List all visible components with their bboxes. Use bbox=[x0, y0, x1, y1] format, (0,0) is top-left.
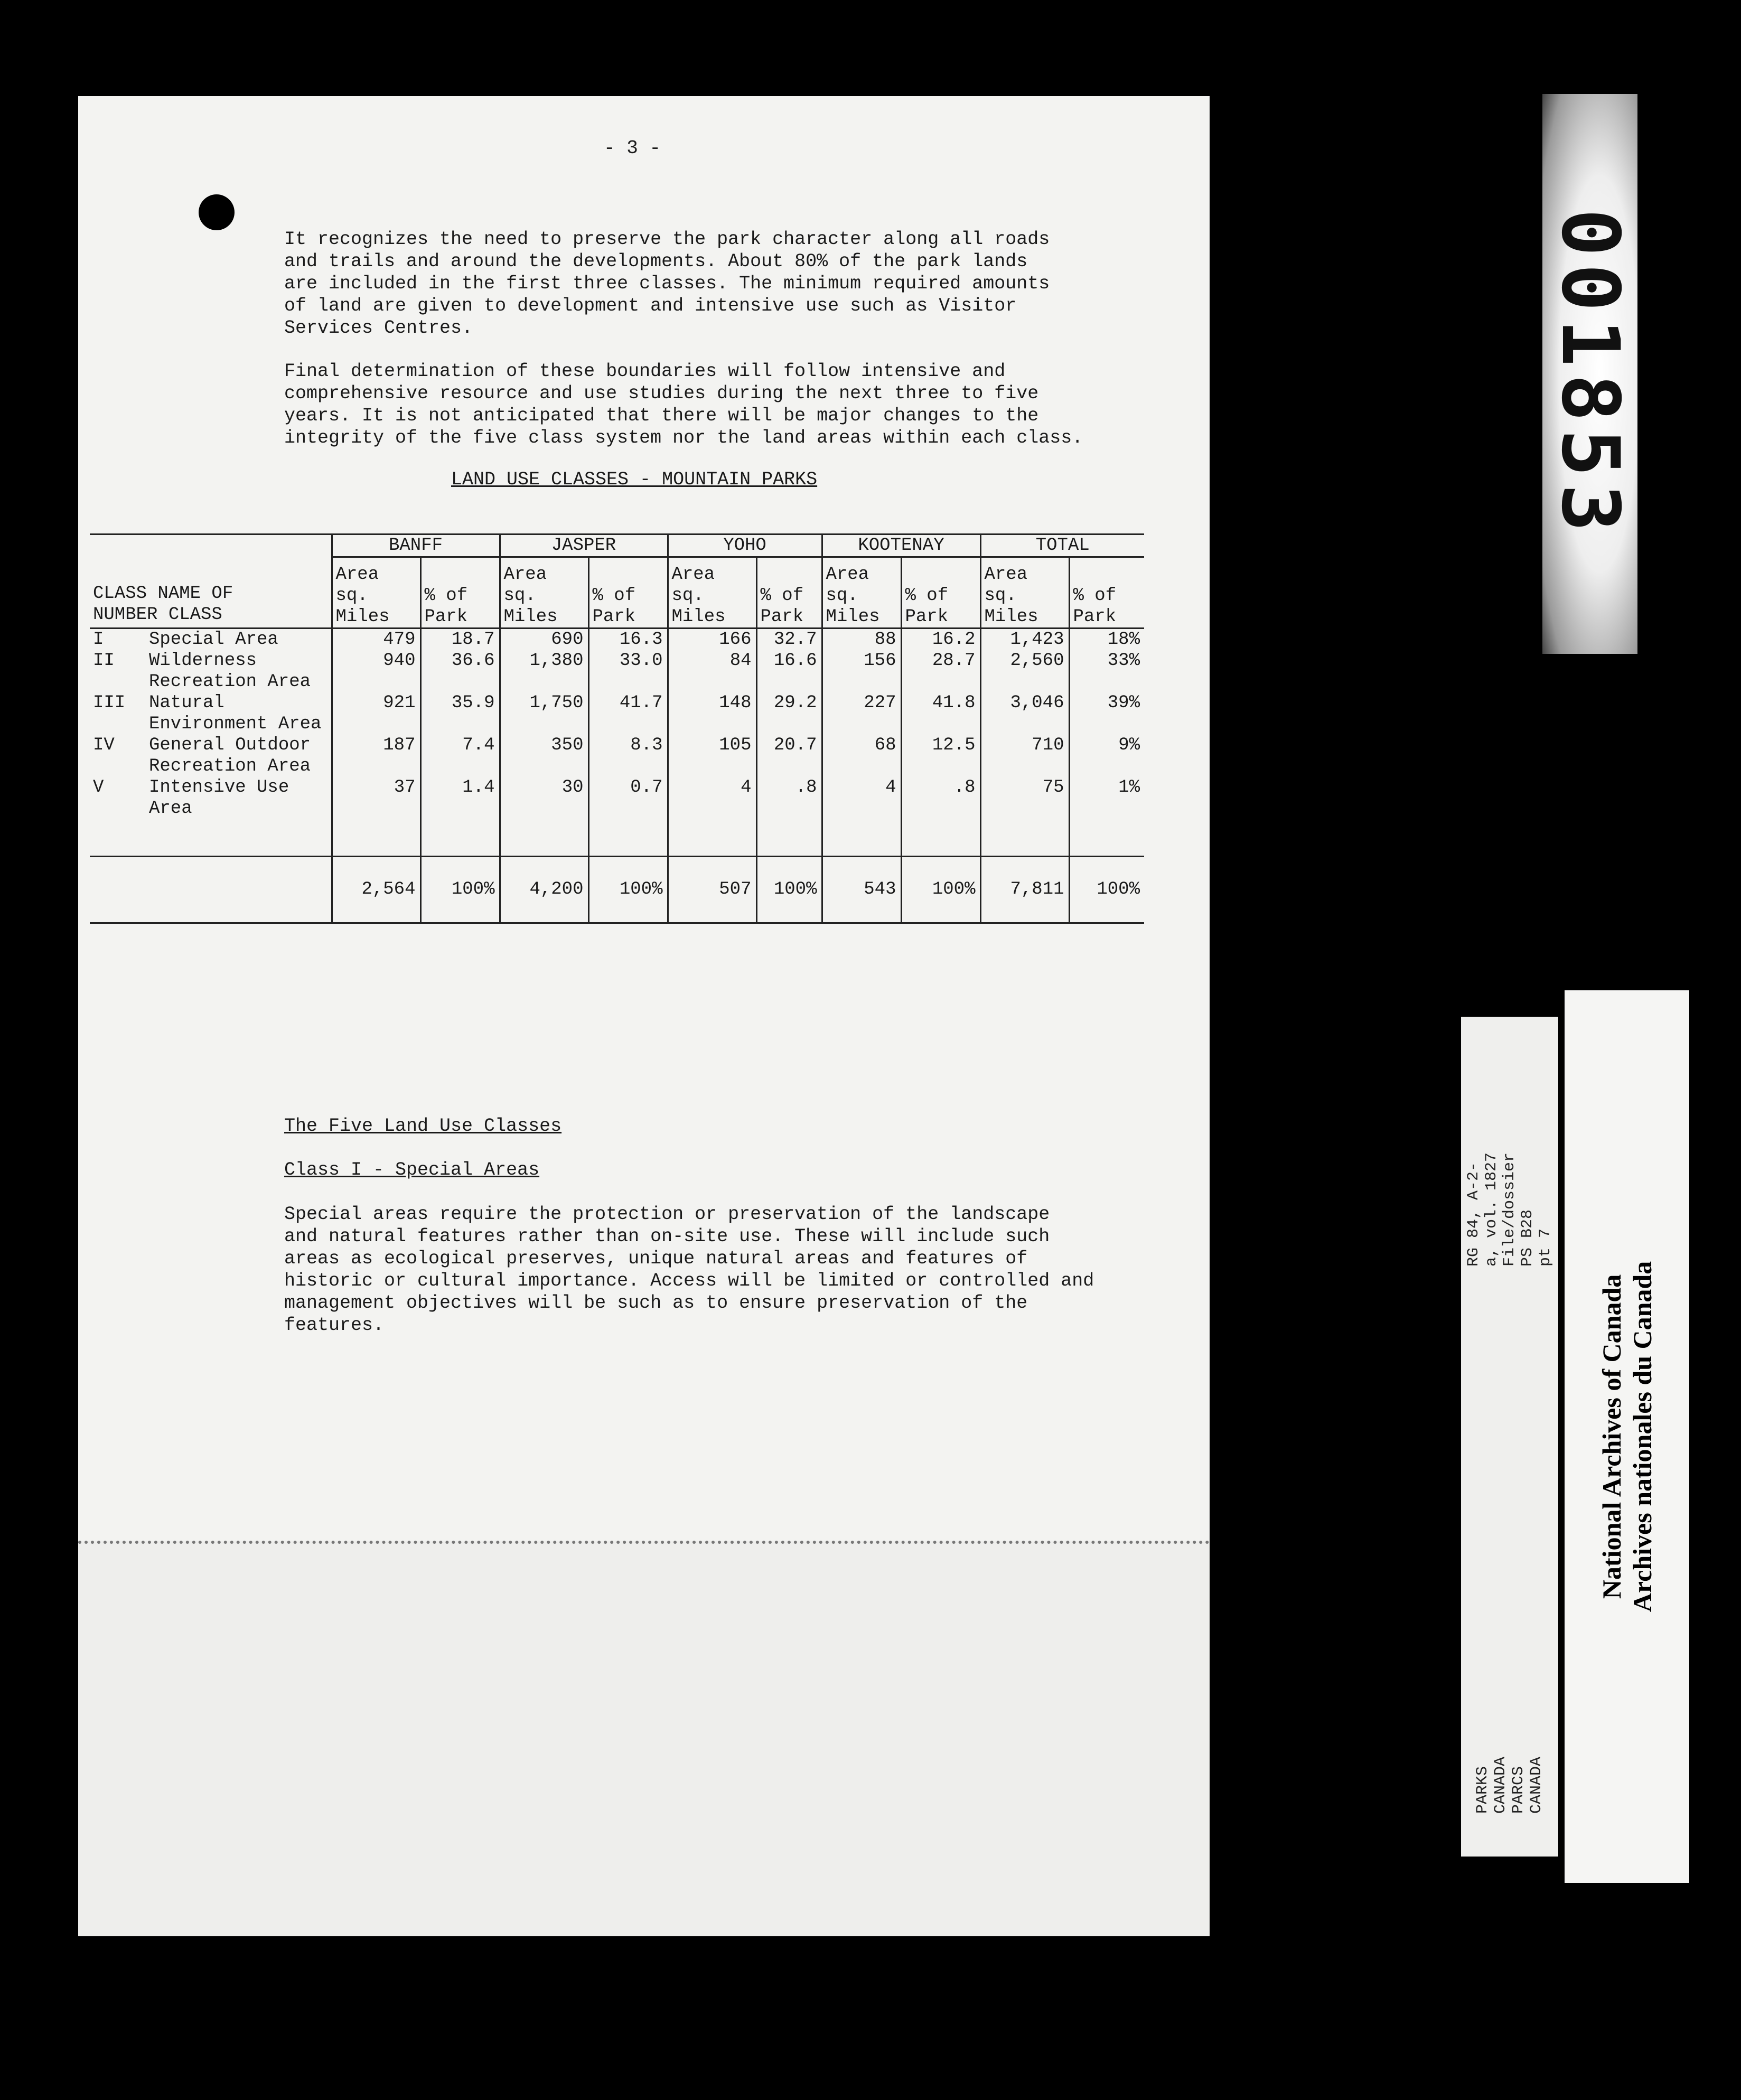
class-number: II bbox=[93, 651, 115, 671]
kootenay-area: 227 bbox=[822, 692, 901, 735]
total-area: 75 bbox=[980, 777, 1069, 856]
total-pct-total: 100% bbox=[1069, 856, 1144, 923]
yoho-area: 166 bbox=[668, 629, 756, 651]
banff-pct: 18.7 bbox=[420, 629, 500, 651]
banff-pct: 35.9 bbox=[420, 692, 500, 735]
park-header-jasper: JASPER bbox=[500, 535, 668, 557]
park-header-yoho: YOHO bbox=[668, 535, 822, 557]
land-use-table bbox=[90, 533, 1144, 924]
jasper-pct-total: 100% bbox=[588, 856, 668, 923]
area-header: Area sq. Miles bbox=[980, 557, 1069, 629]
total-area: 3,046 bbox=[980, 692, 1069, 735]
yoho-area: 148 bbox=[668, 692, 756, 735]
class-cell bbox=[90, 735, 332, 777]
kootenay-pct: 41.8 bbox=[901, 692, 980, 735]
jasper-pct: 8.3 bbox=[588, 735, 668, 777]
total-area: 1,423 bbox=[980, 629, 1069, 651]
class-column-header: CLASS NAME OF NUMBER CLASS bbox=[93, 584, 233, 625]
area-header: Area sq. Miles bbox=[332, 557, 420, 629]
banff-area: 921 bbox=[332, 692, 420, 735]
totals-row bbox=[90, 856, 1144, 923]
yoho-pct: 16.6 bbox=[756, 650, 822, 692]
jasper-pct: 41.7 bbox=[588, 692, 668, 735]
column-header-row bbox=[90, 557, 1144, 629]
class-name: General Outdoor Recreation Area bbox=[149, 735, 311, 776]
total-area: 710 bbox=[980, 735, 1069, 777]
class-number: IV bbox=[93, 735, 115, 755]
source-agency: PARKS CANADA PARCS CANADA bbox=[1474, 1756, 1546, 1814]
document-page bbox=[78, 96, 1210, 1933]
kootenay-area-total: 543 bbox=[822, 856, 901, 923]
class-name: Natural Environment Area bbox=[149, 693, 322, 734]
total-pct: 39% bbox=[1069, 692, 1144, 735]
class-number: V bbox=[93, 777, 104, 798]
kootenay-area: 68 bbox=[822, 735, 901, 777]
table-row bbox=[90, 629, 1144, 651]
table-row bbox=[90, 735, 1144, 777]
yoho-pct: 29.2 bbox=[756, 692, 822, 735]
banff-pct: 36.6 bbox=[420, 650, 500, 692]
kootenay-area: 156 bbox=[822, 650, 901, 692]
class-name: Wilderness Recreation Area bbox=[149, 651, 311, 692]
table-title: LAND USE CLASSES - MOUNTAIN PARKS bbox=[451, 469, 818, 490]
kootenay-pct: 28.7 bbox=[901, 650, 980, 692]
archive-name-fr: Archives nationales du Canada bbox=[1627, 1261, 1657, 1612]
archive-reference-label bbox=[1461, 1017, 1558, 1857]
punch-hole bbox=[199, 194, 235, 230]
totals-label-cell bbox=[90, 856, 332, 923]
park-header-row bbox=[90, 535, 1144, 557]
jasper-area: 30 bbox=[500, 777, 588, 856]
banff-area-total: 2,564 bbox=[332, 856, 420, 923]
page-lower-area bbox=[78, 1541, 1210, 1936]
area-header: Area sq. Miles bbox=[822, 557, 901, 629]
jasper-pct: 16.3 bbox=[588, 629, 668, 651]
class-cell bbox=[90, 650, 332, 692]
yoho-area: 4 bbox=[668, 777, 756, 856]
area-header: Area sq. Miles bbox=[668, 557, 756, 629]
total-pct: 9% bbox=[1069, 735, 1144, 777]
yoho-area-total: 507 bbox=[668, 856, 756, 923]
total-pct: 33% bbox=[1069, 650, 1144, 692]
archive-name-block bbox=[1596, 1261, 1658, 1612]
table-row bbox=[90, 777, 1144, 856]
yoho-pct: .8 bbox=[756, 777, 822, 856]
kootenay-pct: 16.2 bbox=[901, 629, 980, 651]
jasper-area: 1,750 bbox=[500, 692, 588, 735]
park-header-banff: BANFF bbox=[332, 535, 500, 557]
kootenay-pct-total: 100% bbox=[901, 856, 980, 923]
yoho-pct: 32.7 bbox=[756, 629, 822, 651]
banff-area: 37 bbox=[332, 777, 420, 856]
total-area-total: 7,811 bbox=[980, 856, 1069, 923]
class-cell bbox=[90, 629, 332, 651]
area-header: Area sq. Miles bbox=[500, 557, 588, 629]
pct-header: % of Park bbox=[901, 557, 980, 629]
kootenay-pct: 12.5 bbox=[901, 735, 980, 777]
pct-header: % of Park bbox=[1069, 557, 1144, 629]
subsection-heading: Class I - Special Areas bbox=[284, 1159, 540, 1180]
pct-header: % of Park bbox=[420, 557, 500, 629]
total-pct: 18% bbox=[1069, 629, 1144, 651]
paragraph-intro: It recognizes the need to preserve the park character along all roads and trails and around the developments. About 80% of the park lands are included in the first three classes. The minimum required amounts of land are given to development and intensive use such as Visitor Services Centres. bbox=[284, 229, 1050, 339]
jasper-pct: 33.0 bbox=[588, 650, 668, 692]
class-cell bbox=[90, 692, 332, 735]
class-cell bbox=[90, 777, 332, 856]
archive-reference: RG 84, A-2-a, vol. 1827 File/dossier PS B28 pt 7 bbox=[1465, 1152, 1555, 1267]
banff-area: 187 bbox=[332, 735, 420, 777]
yoho-area: 84 bbox=[668, 650, 756, 692]
jasper-area: 1,380 bbox=[500, 650, 588, 692]
jasper-pct: 0.7 bbox=[588, 777, 668, 856]
paragraph-final-determination: Final determination of these boundaries will follow intensive and comprehensive resource and use studies during the next three to five years. It is not anticipated that there will be major changes to the integrity of the five class system nor the land areas within each class. bbox=[284, 361, 1083, 448]
class-number: I bbox=[93, 630, 104, 650]
table-row bbox=[90, 692, 1144, 735]
archive-name-en: National Archives of Canada bbox=[1597, 1274, 1626, 1599]
pct-header: % of Park bbox=[756, 557, 822, 629]
class-name: Intensive Use Area bbox=[149, 777, 289, 819]
kootenay-area: 88 bbox=[822, 629, 901, 651]
banff-area: 479 bbox=[332, 629, 420, 651]
banff-area: 940 bbox=[332, 650, 420, 692]
park-header-total: TOTAL bbox=[980, 535, 1144, 557]
yoho-pct: 20.7 bbox=[756, 735, 822, 777]
total-area: 2,560 bbox=[980, 650, 1069, 692]
pct-header: % of Park bbox=[588, 557, 668, 629]
archives-stamp bbox=[1565, 990, 1689, 1883]
banff-pct-total: 100% bbox=[420, 856, 500, 923]
class-name: Special Area bbox=[149, 630, 278, 650]
class-number: III bbox=[93, 693, 126, 713]
paragraph-special-areas: Special areas require the protection or preservation of the landscape and natural features rather than on-site use. These will include such areas as ecological preserves, unique natural areas and features of historic or cultural importance. Access will be limited or controlled and management objectives will be such as to ensure preservation of the features. bbox=[284, 1204, 1094, 1336]
kootenay-area: 4 bbox=[822, 777, 901, 856]
banff-pct: 7.4 bbox=[420, 735, 500, 777]
yoho-pct-total: 100% bbox=[756, 856, 822, 923]
jasper-area: 690 bbox=[500, 629, 588, 651]
total-pct: 1% bbox=[1069, 777, 1144, 856]
table-row bbox=[90, 650, 1144, 692]
page-number: - 3 - bbox=[604, 137, 661, 159]
park-header-kootenay: KOOTENAY bbox=[822, 535, 980, 557]
banff-pct: 1.4 bbox=[420, 777, 500, 856]
kootenay-pct: .8 bbox=[901, 777, 980, 856]
microfilm-frame-marker bbox=[1542, 94, 1637, 654]
frame-number: 001853 bbox=[1544, 209, 1636, 539]
yoho-area: 105 bbox=[668, 735, 756, 777]
jasper-area: 350 bbox=[500, 735, 588, 777]
section-heading: The Five Land Use Classes bbox=[284, 1115, 562, 1137]
jasper-area-total: 4,200 bbox=[500, 856, 588, 923]
